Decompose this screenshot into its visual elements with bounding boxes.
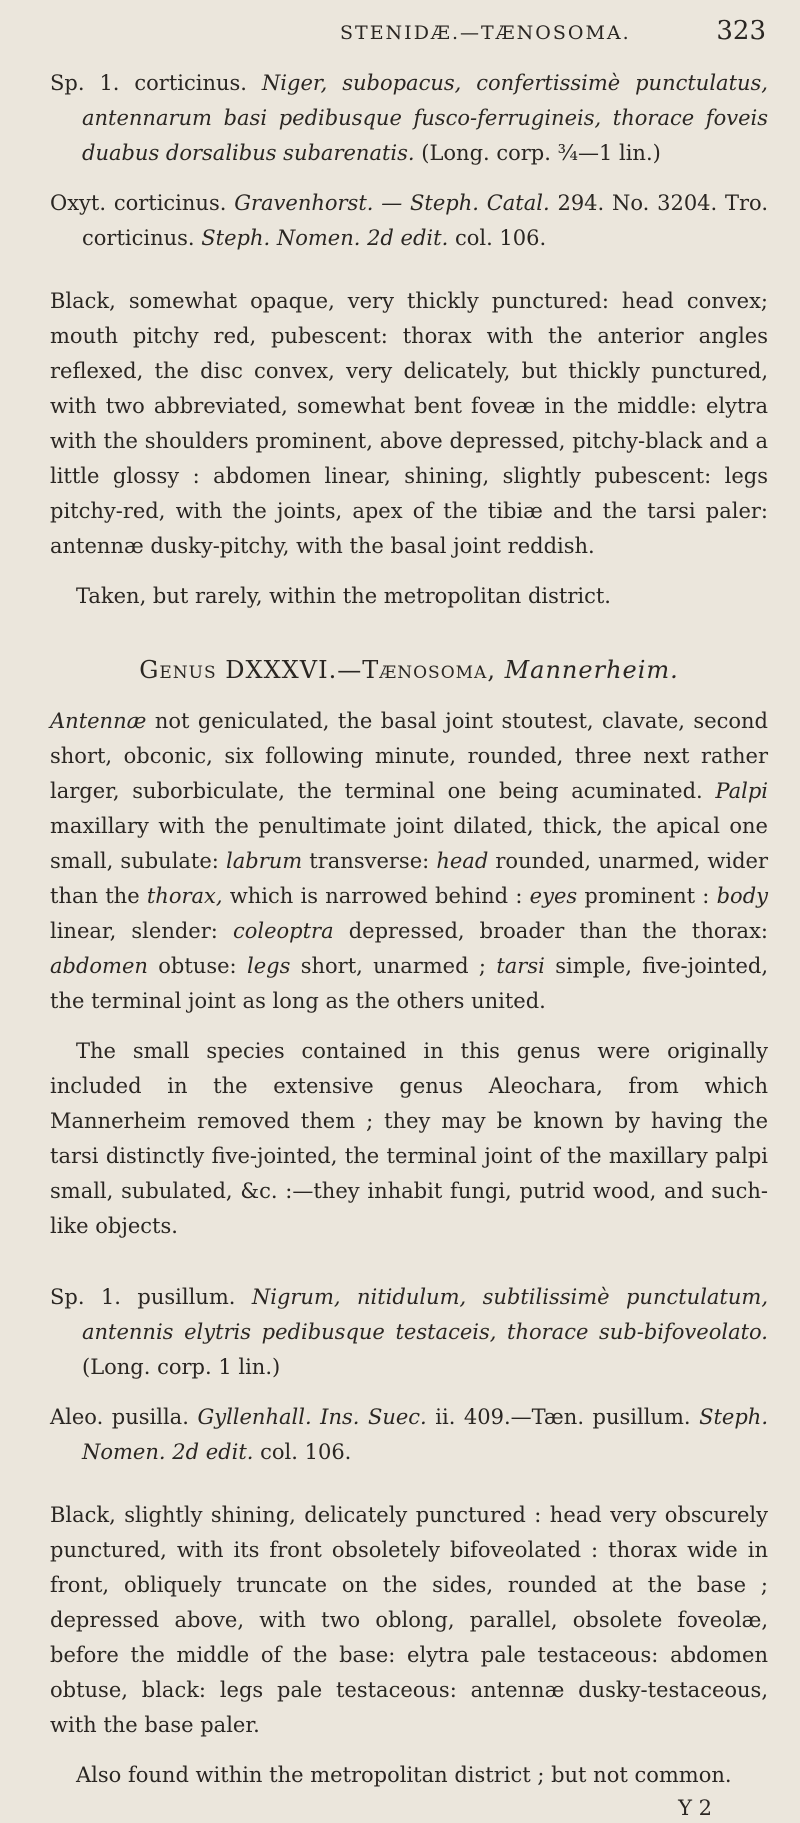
synonym-name: Oxyt. corticinus.	[50, 191, 227, 215]
term-coleoptra: coleoptra	[232, 919, 334, 943]
synonym-ref-author: — Steph. Catal.	[381, 191, 550, 215]
species-label: Sp. 1. corticinus.	[50, 71, 247, 95]
latin-diagnosis: Niger, subopacus, confertissimè punctulatus, antennarum basi pedibusque fusco-ferrugineis, thorace foveis duabus dorsalibus subarenatis.	[82, 71, 768, 165]
synonym-name-2: Aleo. pusilla.	[50, 1405, 189, 1429]
synonym-ref2-author: Steph. Nomen. 2d edit.	[201, 226, 449, 250]
species-label-2: Sp. 1. pusillum.	[50, 1285, 236, 1309]
species-diagnosis	[50, 66, 768, 171]
synonym-ref-author-2: Steph. Nomen.	[82, 1405, 768, 1464]
latin-diagnosis-2: Nigrum, nitidulum, subtilissimè punctulatum, antennis elytris pedibusque testaceis, thorace sub-bifoveolato.	[82, 1285, 768, 1344]
species-description-2: Black, slightly shining, delicately punctured : head very obscurely punctured, with its front obsoletely bifoveolated : thorax wide in front, obliquely truncate on the sides, rounded at the base ; depressed above, with two oblong, parallel, obsolete foveolæ, before the middle of the base: elytra pale testaceous: abdomen obtuse, black: legs pale testaceous: antennæ dusky-testaceous, with the base paler.	[50, 1503, 768, 1737]
genus-name: Tænosoma,	[362, 656, 496, 684]
generic-text: maxillary with the penultimate joint dilated, thick, the apical one small, subulate:	[50, 814, 768, 873]
synonym-author-2: Gyllenhall. Ins. Suec.	[197, 1405, 427, 1429]
page-header	[50, 0, 768, 66]
term-antennae: Antennæ	[50, 709, 147, 733]
genus-number: DXXXVI.—	[225, 656, 363, 684]
term-palpi: Palpi	[715, 779, 768, 803]
generic-characters	[50, 704, 768, 1019]
term-legs: legs	[246, 954, 291, 978]
generic-text: depressed, broader than the thorax:	[348, 919, 769, 943]
generic-text: transverse:	[309, 849, 430, 873]
term-body: body	[716, 884, 769, 908]
generic-text: simple, five-jointed, the terminal joint as long as the others united.	[50, 954, 768, 1013]
synonym-ref2-author-2: 2d edit.	[172, 1440, 254, 1464]
synonym-ref2: col. 106.	[454, 226, 547, 250]
locality-note: Taken, but rarely, within the metropolitan district.	[76, 584, 611, 608]
generic-text: obtuse:	[158, 954, 237, 978]
generic-text: which is narrowed behind :	[229, 884, 523, 908]
size-note-2: (Long. corp. 1 lin.)	[82, 1355, 281, 1379]
genus-remarks: The small species contained in this genus were originally included in the extensive genus Aleochara, from which Mannerheim removed them ; they may be known by having the tarsi distinctly five-jointed, the terminal joint of the maxillary palpi small, subulated, &c. :—they inhabit fungi, putrid wood, and such-like objects.	[50, 1039, 768, 1238]
page-number: 323	[716, 16, 766, 46]
term-thorax: thorax,	[146, 884, 223, 908]
generic-text: short, unarmed ;	[300, 954, 486, 978]
term-tarsi: tarsi	[496, 954, 545, 978]
generic-text: rounded, unarmed, wider than the	[50, 849, 768, 908]
generic-text: prominent :	[584, 884, 710, 908]
genus-author: Mannerheim.	[504, 656, 679, 684]
species-description: Black, somewhat opaque, very thickly punctured: head convex; mouth pitchy red, pubescent: thorax with the anterior angles reflexed, the disc convex, very delicately, but thickly punctured, with two abbreviated, somewhat bent foveæ in the middle: elytra with the shoulders prominent, above depressed, pitchy-black and a little glossy : abdomen linear, shining, slightly pubescent: legs pitchy-red, with the joints, apex of the tibiæ and the tarsi paler: antennæ dusky-pitchy, with the basal joint reddish.	[50, 289, 768, 558]
synonym-ref: 294. No. 3204. Tro. corticinus.	[82, 191, 768, 250]
generic-text: linear, slender:	[50, 919, 218, 943]
synonymy-2	[50, 1400, 768, 1470]
term-abdomen: abdomen	[50, 954, 148, 978]
synonymy	[50, 186, 768, 256]
running-title: STENIDÆ.—TÆNOSOMA.	[340, 22, 631, 44]
genus-heading	[50, 656, 768, 684]
locality-note-2: Also found within the metropolitan district ; but not common.	[76, 1763, 732, 1787]
synonym-ref2-2: col. 106.	[260, 1440, 352, 1464]
signature-mark: Y 2	[678, 1796, 712, 1820]
genus-prefix: Genus	[139, 656, 217, 684]
term-head: head	[436, 849, 489, 873]
term-labrum: labrum	[226, 849, 303, 873]
size-note: (Long. corp. ¾—1 lin.)	[421, 141, 661, 165]
synonym-ref-2: ii. 409.—Tæn. pusillum.	[435, 1405, 691, 1429]
synonym-author: Gravenhorst.	[234, 191, 374, 215]
species-diagnosis-2	[50, 1280, 768, 1385]
term-eyes: eyes	[529, 884, 578, 908]
generic-text: not geniculated, the basal joint stoutest, clavate, second short, obconic, six following minute, rounded, three next rather larger, suborbiculate, the terminal one being acuminated.	[50, 709, 768, 803]
